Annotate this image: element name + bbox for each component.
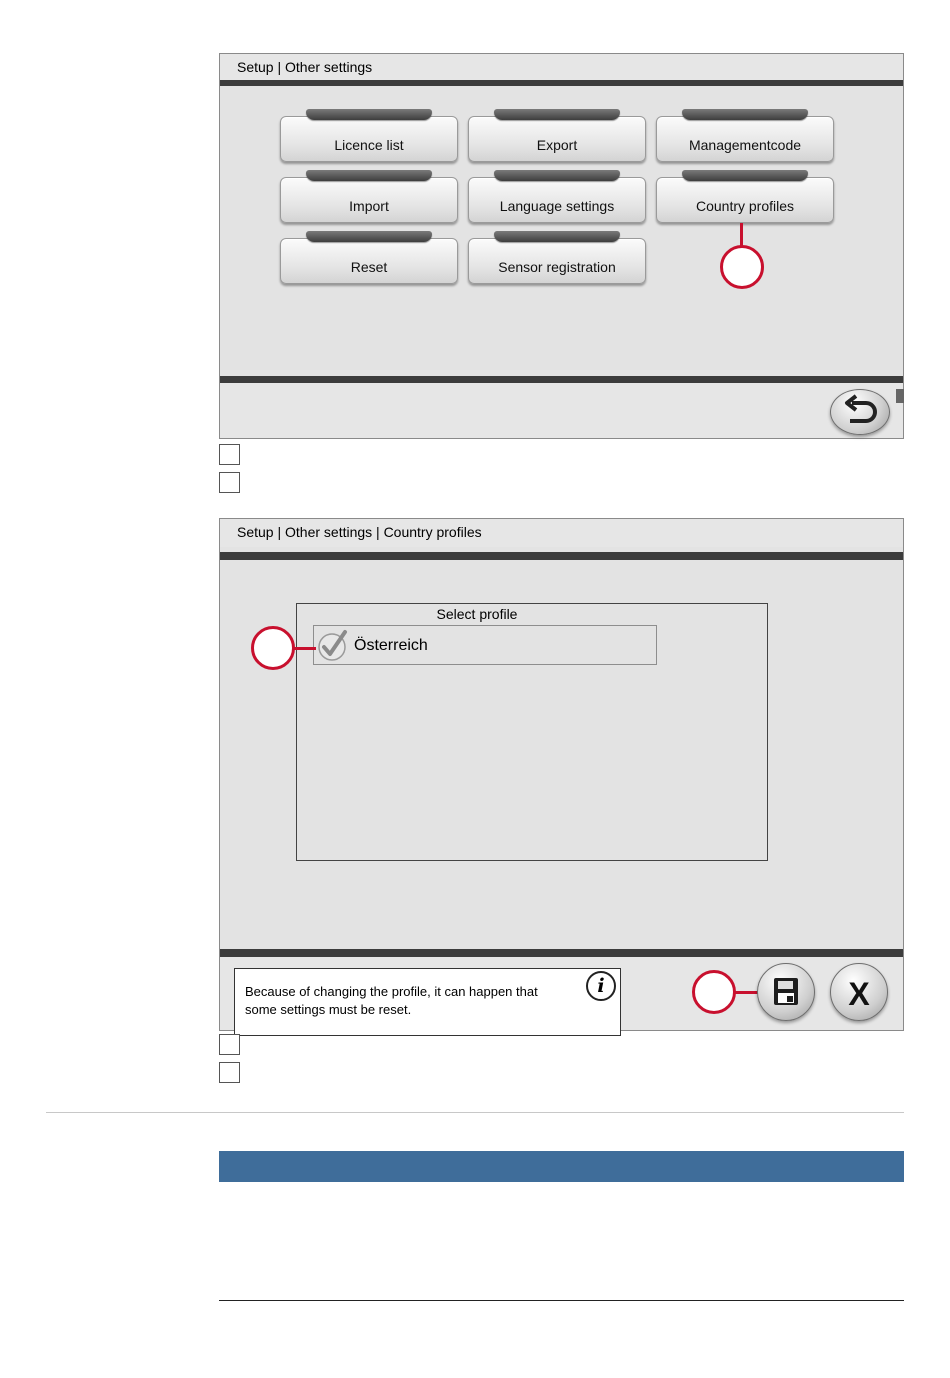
checkmark-icon — [315, 627, 351, 663]
bottom-rule — [219, 1300, 904, 1301]
back-button[interactable] — [830, 389, 890, 435]
step-checkbox[interactable] — [219, 444, 240, 465]
screen-title: Setup | Other settings — [220, 54, 903, 82]
select-profile-panel — [296, 603, 768, 861]
info-message: Because of changing the profile, it can happen that some settings must be reset. — [245, 984, 538, 1017]
panel-title: Select profile — [436, 606, 518, 622]
callout-marker — [251, 626, 295, 670]
section-header-bar — [219, 1151, 904, 1182]
footer-edge-mark — [896, 389, 904, 403]
callout-line — [740, 223, 743, 247]
button-tab — [682, 109, 808, 120]
button-label: Licence list — [334, 137, 404, 153]
cancel-button[interactable] — [830, 963, 888, 1021]
step-checkbox[interactable] — [219, 472, 240, 493]
button-label: Reset — [350, 259, 388, 275]
profile-label: Österreich — [354, 637, 428, 654]
step-checkbox[interactable] — [219, 1062, 240, 1083]
save-disk-icon — [757, 963, 815, 1021]
managementcode-button[interactable] — [656, 116, 834, 162]
screen-title: Setup | Other settings | Country profiles — [220, 519, 903, 547]
button-tab — [494, 170, 620, 181]
button-label: Managementcode — [688, 137, 802, 153]
screen-country-profiles — [219, 518, 904, 1031]
button-label: Country profiles — [695, 198, 795, 214]
section-divider — [46, 1112, 904, 1113]
footer-separator — [220, 949, 903, 957]
close-icon: X — [848, 976, 870, 1012]
footer-separator — [220, 376, 903, 383]
licence-list-button[interactable] — [280, 116, 458, 162]
button-tab — [494, 231, 620, 242]
country-profiles-button[interactable] — [656, 177, 834, 223]
screen-other-settings — [219, 53, 904, 439]
button-tab — [494, 109, 620, 120]
import-button[interactable] — [280, 177, 458, 223]
footer — [220, 957, 903, 1030]
callout-line — [294, 647, 316, 650]
back-arrow-icon — [830, 389, 890, 435]
save-button[interactable] — [757, 963, 815, 1021]
callout-line — [735, 991, 759, 994]
button-tab — [682, 170, 808, 181]
button-label: Export — [536, 137, 578, 153]
button-tab — [306, 170, 432, 181]
button-label: Language settings — [499, 198, 615, 214]
footer — [220, 383, 903, 438]
button-tab — [306, 109, 432, 120]
language-settings-button[interactable] — [468, 177, 646, 223]
button-label: Import — [349, 198, 389, 214]
sensor-registration-button[interactable] — [468, 238, 646, 284]
reset-button[interactable] — [280, 238, 458, 284]
profile-item[interactable] — [313, 625, 657, 665]
button-tab — [306, 231, 432, 242]
export-button[interactable] — [468, 116, 646, 162]
info-message-box — [234, 968, 621, 1036]
callout-marker — [720, 245, 764, 289]
title-separator — [220, 80, 903, 86]
step-checkbox[interactable] — [219, 1034, 240, 1055]
info-icon: i — [586, 971, 616, 1001]
button-label: Sensor registration — [498, 259, 616, 275]
callout-marker — [692, 970, 736, 1014]
title-separator — [220, 552, 903, 560]
